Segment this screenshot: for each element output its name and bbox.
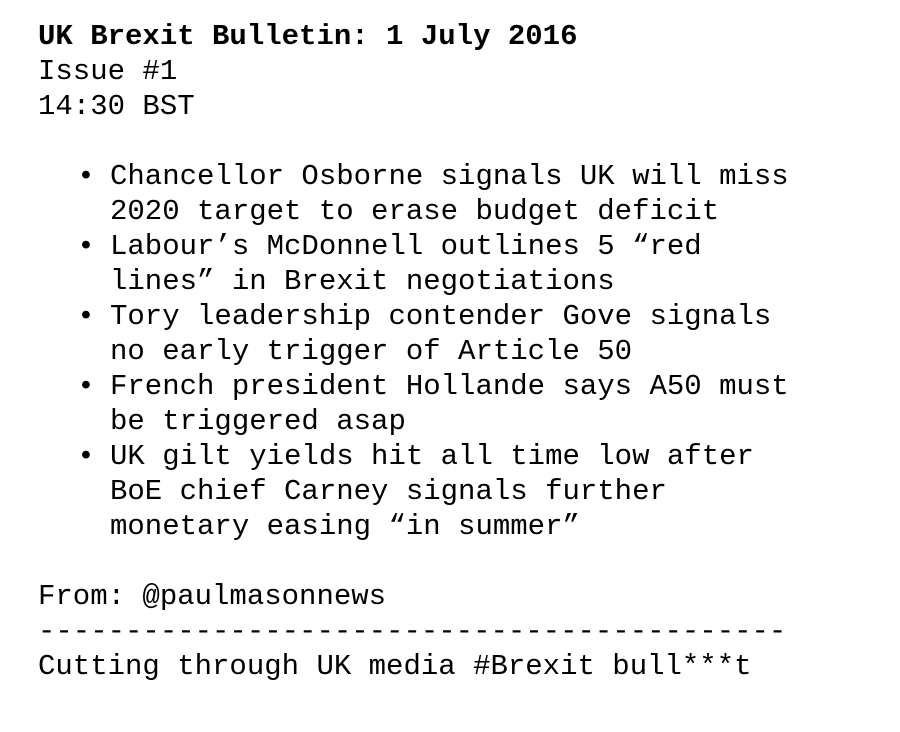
- issue-time: 14:30 BST: [38, 90, 195, 123]
- list-item-line: BoE chief Carney signals further: [110, 475, 667, 508]
- list-item-line: Chancellor Osborne signals UK will miss: [110, 160, 789, 193]
- list-item: [38, 299, 870, 369]
- bullet-icon: •: [77, 300, 95, 333]
- list-item-line: monetary easing “in summer”: [110, 510, 580, 543]
- list-item-line: French president Hollande says A50 must: [110, 370, 789, 403]
- list-item-line: 2020 target to erase budget deficit: [110, 195, 720, 228]
- bullet-icon: •: [77, 370, 95, 403]
- bullet-icon: •: [77, 230, 95, 263]
- from-line: From: @paulmasonnews: [38, 580, 387, 613]
- bullet-icon: •: [77, 440, 95, 473]
- list-item-line: be triggered asap: [110, 405, 406, 438]
- news-list: [38, 159, 878, 544]
- spacer: [38, 544, 878, 579]
- spacer: [38, 124, 878, 159]
- list-item-line: no early trigger of Article 50: [110, 335, 633, 368]
- list-item-line: lines” in Brexit negotiations: [110, 265, 615, 298]
- bulletin-document: [38, 19, 878, 684]
- list-item-line: Tory leadership contender Gove signals: [110, 300, 772, 333]
- list-item-line: Labour’s McDonnell outlines 5 “red: [110, 230, 702, 263]
- divider: -------------------------------------------: [38, 615, 787, 648]
- list-item: [38, 439, 870, 544]
- list-item: [38, 229, 870, 299]
- issue-number: Issue #1: [38, 55, 178, 88]
- bulletin-title: UK Brexit Bulletin: 1 July 2016: [38, 20, 578, 53]
- bullet-icon: •: [77, 160, 95, 193]
- list-item: [38, 159, 870, 229]
- list-item: [38, 369, 870, 439]
- list-item-line: UK gilt yields hit all time low after: [110, 440, 754, 473]
- tagline: Cutting through UK media #Brexit bull***t: [38, 650, 752, 683]
